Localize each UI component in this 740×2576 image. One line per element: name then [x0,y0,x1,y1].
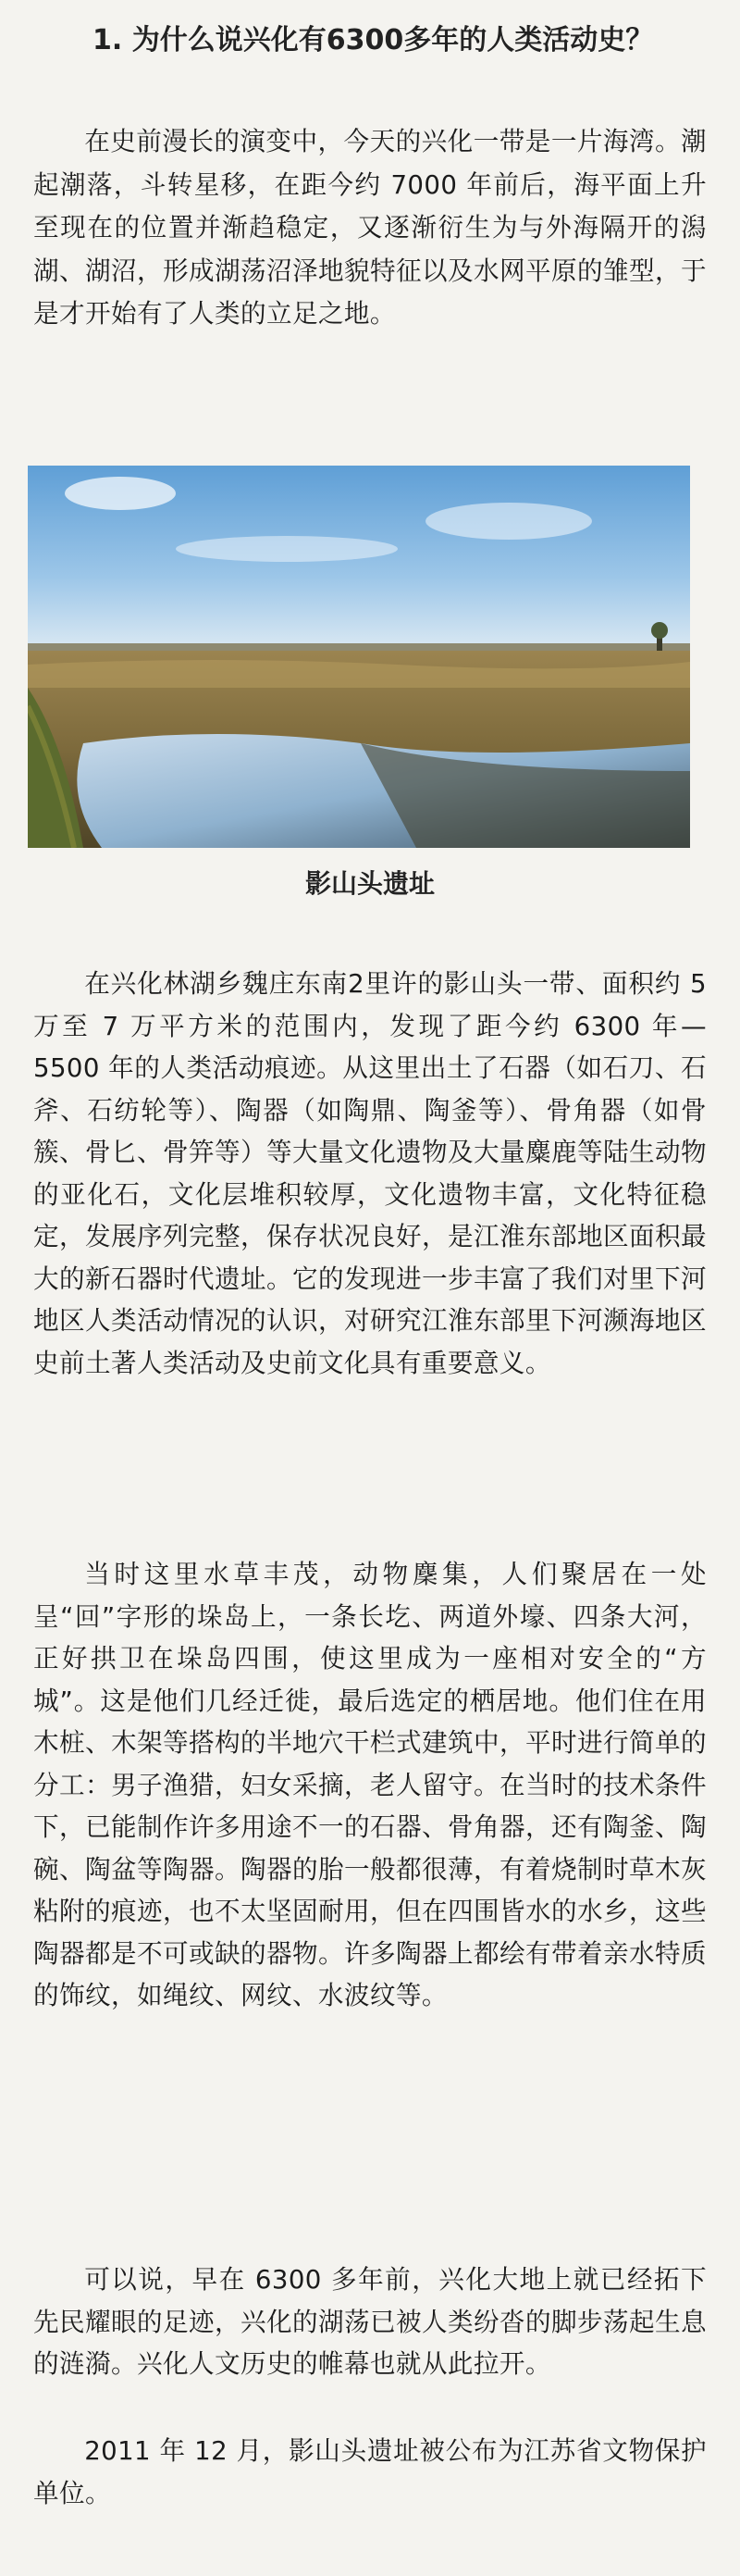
paragraph-5: 2011 年 12 月，影山头遗址被公布为江苏省文物保护单位。 [33,2435,707,2508]
paragraph-4: 可以说，早在 6300 多年前，兴化大地上就已经拓下先民耀眼的足迹，兴化的湖荡已被人类纷沓的脚步荡起生息的涟漪。兴化人文历史的帷幕也就从此拉开。 [33,2264,707,2379]
paragraph-2: 在兴化林湖乡魏庄东南2里许的影山头一带、面积约 5 万至 7 万平方米的范围内，发现了距今约 6300 年—5500 年的人类活动痕迹。从这里出土了石器（如石刀、石斧、石纺轮等）、陶器（如陶鼎、陶釜等）、骨角器（如骨簇、骨匕、骨笄等）等大量文化遗物及大量麋鹿等陆生动物的亚化石，文化层堆积较厚，文化遗物丰富，文化特征稳定，发展序列完整，保存状况良好，是江淮东部地区面积最大的新石器时代遗址。它的发现进一步丰富了我们对里下河地区人类活动情况的认识，对研究江淮东部里下河濒海地区史前土著人类活动及史前文化具有重要意义。 [33,968,707,1378]
section-heading [92,20,731,61]
paragraph-3: 当时这里水草丰茂，动物麇集，人们聚居在一处呈“回”字形的垛岛上，一条长圪、两道外壕、四条大河，正好拱卫在垛岛四围，使这里成为一座相对安全的“方城”。这是他们几经迁徙，最后选定的栖居地。他们住在用木桩、木架等搭构的半地穴干栏式建筑中，平时进行简单的分工：男子渔猎，妇女采摘，老人留守。在当时的技术条件下，已能制作许多用途不一的石器、骨角器，还有陶釜、陶碗、陶盆等陶器。陶器的胎一般都很薄，有着烧制时草木灰粘附的痕迹，也不太坚固耐用，但在四围皆水的水乡，这些陶器都是不可或缺的器物。许多陶器上都绘有带着亲水特质的饰纹，如绳纹、网纹、水波纹等。 [33,1559,707,2010]
paragraph-1: 在史前漫长的演变中，今天的兴化一带是一片海湾。潮起潮落，斗转星移，在距今约 7000 年前后，海平面上升至现在的位置并渐趋稳定，又逐渐衍生为与外海隔开的潟湖、湖沼，形成湖荡沼泽地貌特征以及水网平原的雏型，于是才开始有了人类的立足之地。 [33,126,707,329]
heading-number: 1. [92,24,123,56]
photo-caption: 影山头遗址 [304,868,435,899]
heading-text: 为什么说兴化有6300多年的人类活动史？ [131,24,654,56]
site-photo [28,466,690,848]
